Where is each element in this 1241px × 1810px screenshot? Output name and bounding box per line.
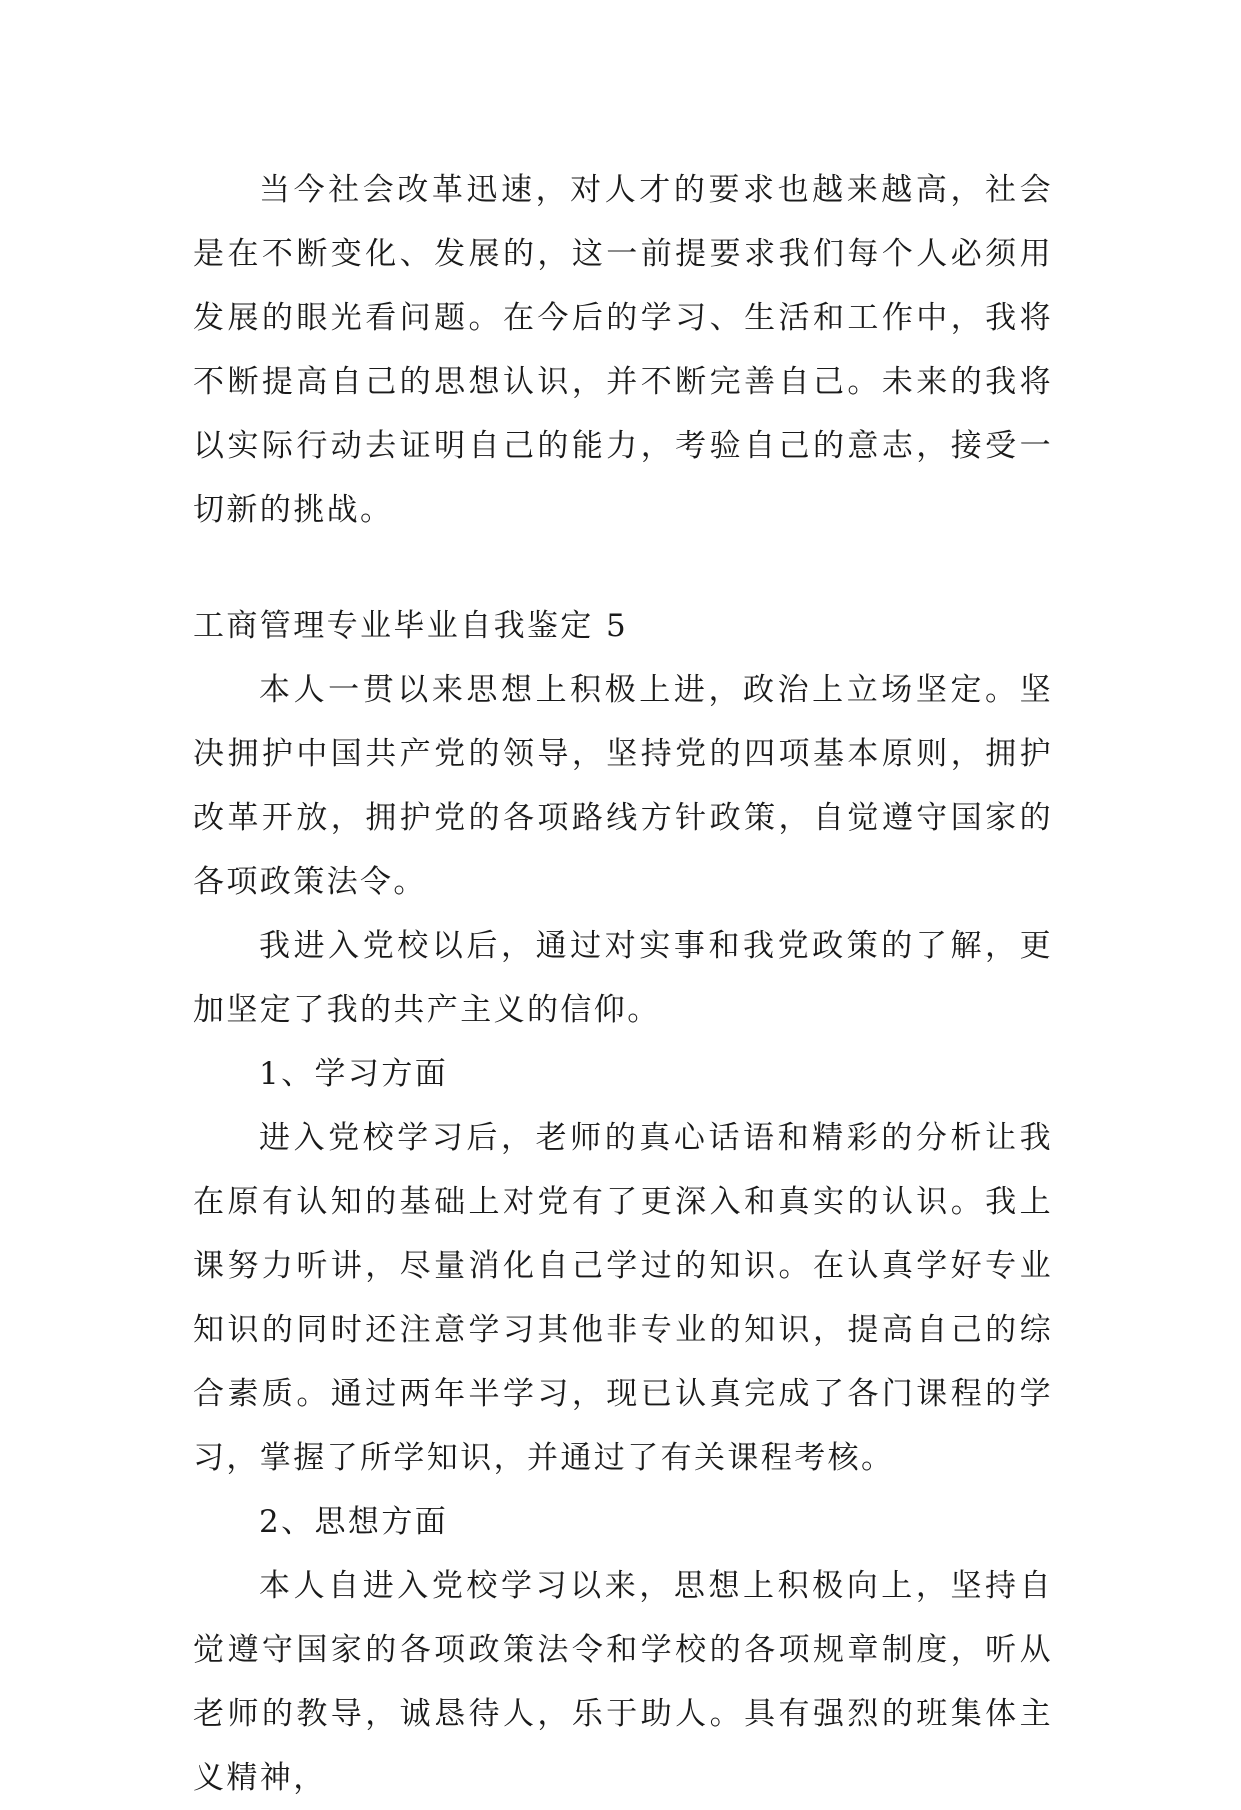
section-heading: 工商管理专业毕业自我鉴定 5	[193, 608, 629, 644]
paragraph-study: 进入党校学习后，老师的真心话语和精彩的分析让我在原有认知的基础上对党有了更深入和真实的认识。我上课努力听讲，尽量消化自己学过的知识。在认真学好专业知识的同时还注意学习其他非专业的知识，提高自己的综合素质。通过两年半学习，现已认真完成了各门课程的学习，掌握了所学知识，并通过了有关课程考核。	[193, 1120, 1053, 1476]
item-thought-title: 2、思想方面	[259, 1504, 449, 1540]
document-body	[193, 158, 1053, 1810]
paragraph-political-stance: 本人一贯以来思想上积极上进，政治上立场坚定。坚决拥护中国共产党的领导，坚持党的四项基本原则，拥护改革开放，拥护党的各项路线方针政策，自觉遵守国家的各项政策法令。	[193, 672, 1053, 900]
item-study-title: 1、学习方面	[259, 1056, 449, 1092]
paragraph-intro: 当今社会改革迅速，对人才的要求也越来越高，社会是在不断变化、发展的，这一前提要求我们每个人必须用发展的眼光看问题。在今后的学习、生活和工作中，我将不断提高自己的思想认识，并不断完善自己。未来的我将以实际行动去证明自己的能力，考验自己的意志，接受一切新的挑战。	[193, 172, 1053, 528]
paragraph-party-school: 我进入党校以后，通过对实事和我党政策的了解，更加坚定了我的共产主义的信仰。	[193, 928, 1053, 1028]
paragraph-thought: 本人自进入党校学习以来，思想上积极向上，坚持自觉遵守国家的各项政策法令和学校的各项规章制度，听从老师的教导，诚恳待人，乐于助人。具有强烈的班集体主义精神，	[193, 1568, 1053, 1796]
